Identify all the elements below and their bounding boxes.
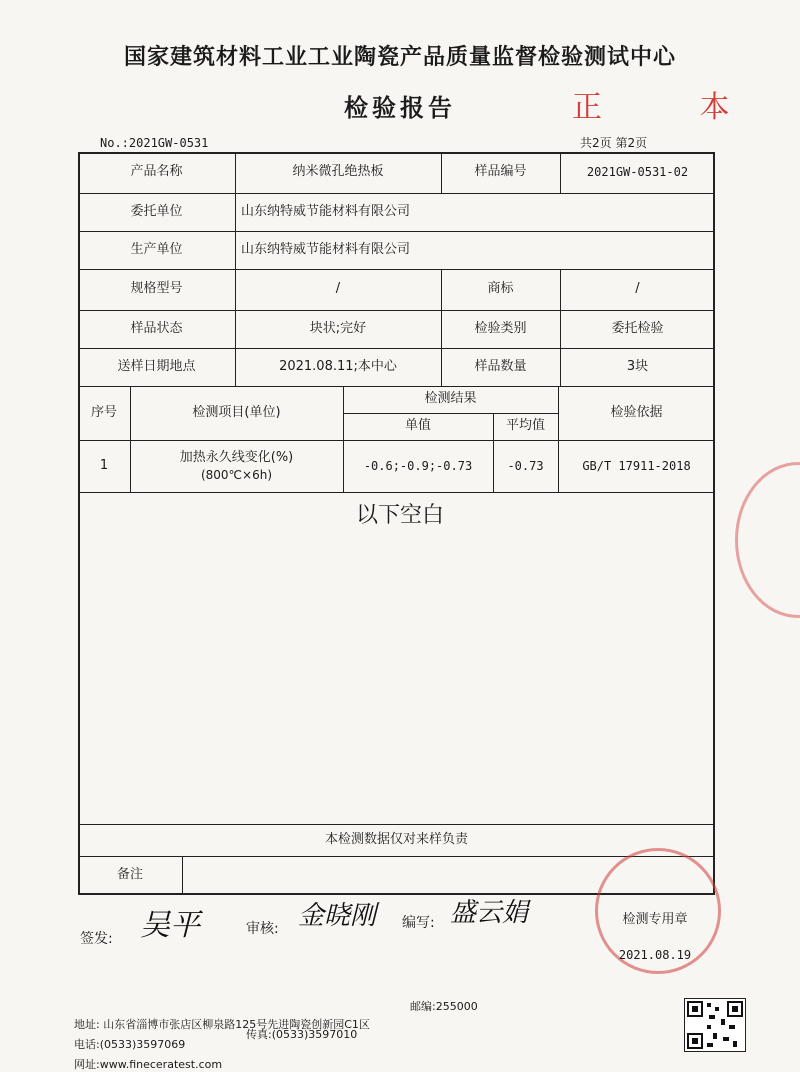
manufacturer-label: 生产单位 xyxy=(130,241,183,257)
footer-fax xyxy=(246,1026,357,1042)
side-seal-stamp xyxy=(735,462,800,618)
row-no: 1 xyxy=(99,457,109,473)
row-single-values: -0.6;-0.9;-0.73 xyxy=(363,458,473,473)
col-average-header: 平均值 xyxy=(505,418,545,434)
editor-label: 编写: xyxy=(402,915,435,931)
col-item-header: 检测项目(单位) xyxy=(192,404,281,420)
editor-signature: 盛云娟 xyxy=(450,898,529,928)
original-copy-mark: 正 本 xyxy=(572,90,774,125)
qr-code-graphic xyxy=(685,999,745,1051)
row-average: -0.73 xyxy=(507,458,544,473)
client-label: 委托单位 xyxy=(130,203,183,219)
quantity-value: 3块 xyxy=(626,358,649,374)
fax-label: 传真: xyxy=(246,1028,272,1041)
reviewer-signature: 金晓刚 xyxy=(298,901,377,931)
sample-state-label: 样品状态 xyxy=(130,320,183,336)
delivery-value: 2021.08.11;本中心 xyxy=(279,358,397,374)
page-info: 共2页 第2页 xyxy=(580,136,648,150)
report-number: No.:2021GW-0531 xyxy=(100,136,209,150)
blank-note: 以下空白 xyxy=(355,503,444,528)
phone-label: 电话: xyxy=(74,1038,100,1051)
row-item-condition: (800℃×6h) xyxy=(200,467,273,482)
trademark-value: / xyxy=(635,281,640,297)
website-value: www.fineceratest.com xyxy=(99,1058,223,1071)
postcode-value: 255000 xyxy=(435,1000,478,1013)
fax-value: (0533)3597010 xyxy=(271,1028,358,1041)
address-label: 地址: xyxy=(74,1018,100,1031)
document-title: 检验报告 xyxy=(344,94,456,122)
trademark-label: 商标 xyxy=(487,281,514,297)
test-type-value: 委托检验 xyxy=(611,320,664,336)
test-type-label: 检验类别 xyxy=(474,320,527,336)
table-hline xyxy=(78,492,715,493)
stamp-title: 检测专用章 xyxy=(622,912,688,927)
sample-state-value: 块状;完好 xyxy=(309,320,367,336)
delivery-label: 送样日期地点 xyxy=(117,358,196,374)
issuer-label: 签发: xyxy=(80,931,113,947)
phone-value: (0533)3597069 xyxy=(99,1038,186,1051)
col-single-header: 单值 xyxy=(404,418,431,434)
address-value: 山东省淄博市张店区柳泉路125号先进陶瓷创新园C1区 xyxy=(103,1018,370,1031)
footer-website xyxy=(74,1056,222,1072)
footer-postcode xyxy=(410,998,478,1014)
product-name-value: 纳米微孔绝热板 xyxy=(292,164,384,180)
website-label: 网址: xyxy=(74,1058,100,1071)
stamp-date: 2021.08.19 xyxy=(618,948,692,962)
remarks-label: 备注 xyxy=(116,867,143,883)
qr-code-icon xyxy=(684,998,746,1052)
model-value: / xyxy=(335,281,341,297)
row-basis: GB/T 17911-2018 xyxy=(582,458,691,473)
sample-no-value: 2021GW-0531-02 xyxy=(586,165,689,180)
col-no-header: 序号 xyxy=(90,404,117,420)
col-basis-header: 检验依据 xyxy=(610,404,663,420)
row-item-name: 加热永久线变化(%) xyxy=(179,449,294,465)
quantity-label: 样品数量 xyxy=(474,358,527,374)
disclaimer: 本检测数据仅对来样负责 xyxy=(324,831,468,847)
organization-title: 国家建筑材料工业工业陶瓷产品质量监督检验测试中心 xyxy=(123,45,676,70)
client-value: 山东纳特威节能材料有限公司 xyxy=(241,203,411,219)
postcode-label: 邮编: xyxy=(410,1000,436,1013)
sample-no-label: 样品编号 xyxy=(474,164,527,180)
manufacturer-value: 山东纳特威节能材料有限公司 xyxy=(241,241,411,257)
model-label: 规格型号 xyxy=(130,281,183,297)
product-name-label: 产品名称 xyxy=(130,164,183,180)
footer-phone xyxy=(74,1036,185,1052)
issuer-signature: 吴平 xyxy=(140,908,200,943)
reviewer-label: 审核: xyxy=(246,921,279,937)
row-item xyxy=(130,440,343,492)
col-results-header: 检测结果 xyxy=(424,391,477,407)
